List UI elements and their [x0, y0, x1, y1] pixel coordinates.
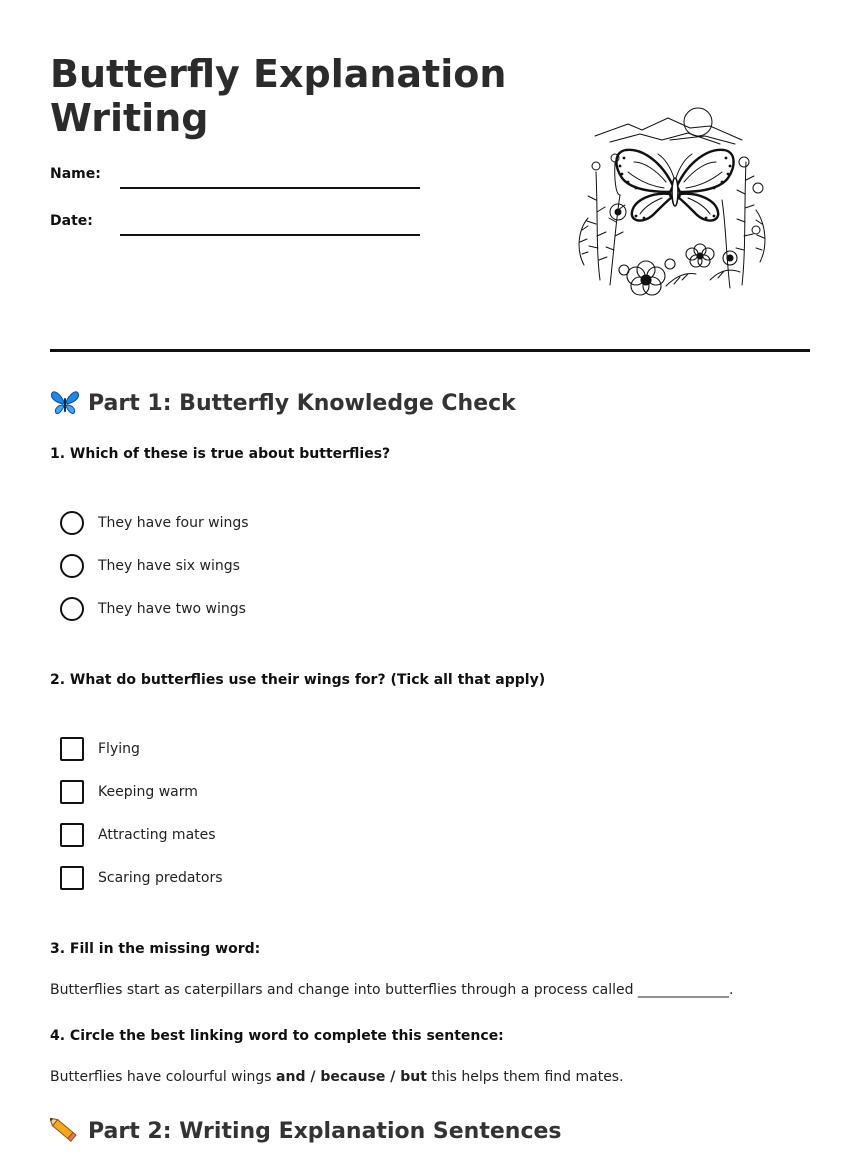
pencil-icon [50, 1118, 80, 1144]
part2-heading-text: Part 2: Writing Explanation Sentences [88, 1118, 562, 1144]
option-label: They have four wings [98, 515, 249, 531]
option-label: Flying [98, 741, 140, 757]
radio-button[interactable] [60, 597, 84, 621]
butterfly-flowers-illustration [570, 100, 775, 300]
q1-option-3[interactable] [60, 597, 246, 621]
part1-heading-text: Part 1: Butterfly Knowledge Check [88, 390, 516, 416]
q4-sentence [50, 1069, 830, 1085]
checkbox[interactable] [60, 780, 84, 804]
option-label: Scaring predators [98, 870, 223, 886]
q1-option-2[interactable] [60, 554, 240, 578]
option-label: Attracting mates [98, 827, 216, 843]
name-label: Name: [50, 166, 101, 182]
section-divider [50, 349, 810, 352]
question-4: 4. Circle the best linking word to complete this sentence: [50, 1028, 504, 1044]
checkbox[interactable] [60, 866, 84, 890]
date-label: Date: [50, 213, 93, 229]
date-field[interactable] [120, 234, 420, 236]
linking-word-choices[interactable]: and / because / but [276, 1069, 427, 1085]
part2-heading [50, 1116, 562, 1146]
option-label: Keeping warm [98, 784, 198, 800]
radio-button[interactable] [60, 554, 84, 578]
checkbox[interactable] [60, 737, 84, 761]
q4-text-after: this helps them find mates. [426, 1069, 624, 1085]
q3-sentence: Butterflies start as caterpillars and change into butterflies through a process called _____________. [50, 982, 734, 998]
option-label: They have two wings [98, 601, 246, 617]
question-1: 1. Which of these is true about butterflies? [50, 446, 391, 462]
q2-option-1[interactable] [60, 737, 140, 761]
butterfly-icon [50, 390, 80, 416]
checkbox[interactable] [60, 823, 84, 847]
question-3: 3. Fill in the missing word: [50, 941, 261, 957]
name-field[interactable] [120, 187, 420, 189]
option-label: They have six wings [98, 558, 240, 574]
q2-option-3[interactable] [60, 823, 216, 847]
radio-button[interactable] [60, 511, 84, 535]
worksheet-title: Butterfly Explanation Writing [50, 52, 507, 140]
q1-option-1[interactable] [60, 511, 249, 535]
q2-option-4[interactable] [60, 866, 223, 890]
question-2: 2. What do butterflies use their wings for? (Tick all that apply) [50, 672, 546, 688]
q4-text-before: Butterflies have colourful wings [50, 1069, 277, 1085]
part1-heading [50, 388, 516, 418]
q2-option-2[interactable] [60, 780, 198, 804]
